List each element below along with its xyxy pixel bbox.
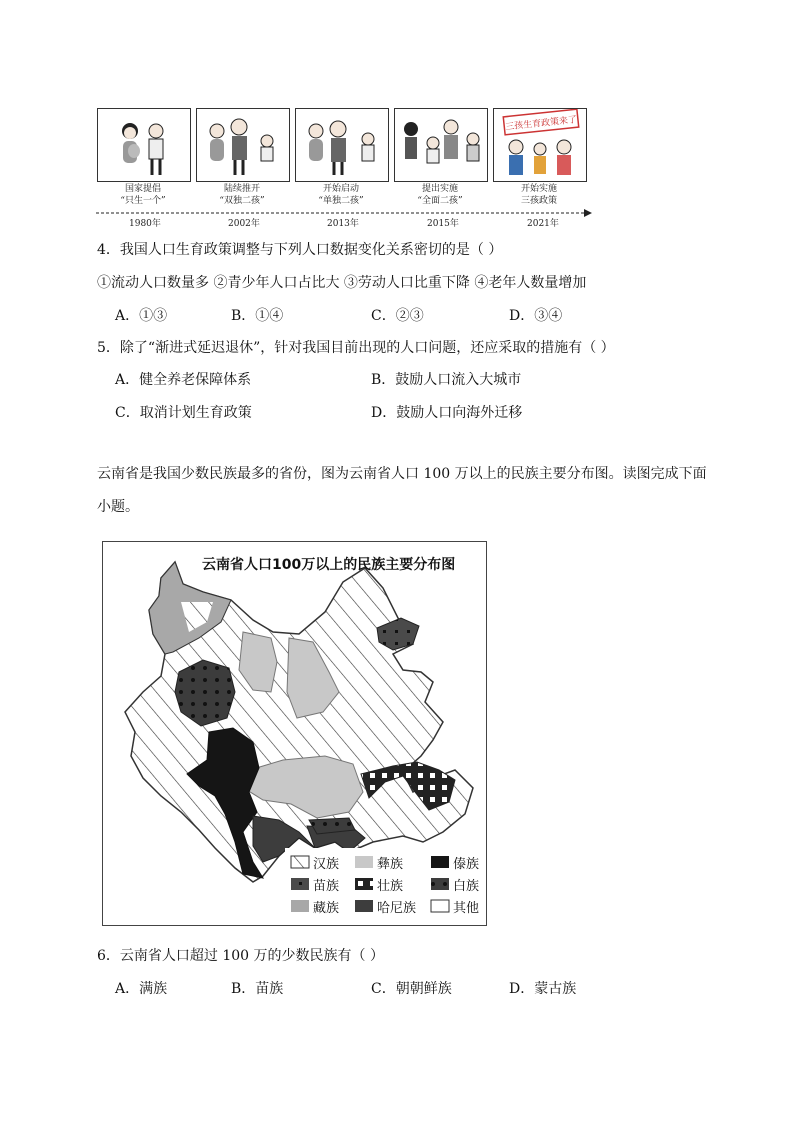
timeline-year: 2021年 xyxy=(527,219,559,229)
map-title: 云南省人口100万以上的民族主要分布图 xyxy=(202,557,456,573)
couple-illustration xyxy=(98,109,190,181)
q6-option-d[interactable]: D．蒙古族 xyxy=(509,981,577,997)
family-illustration xyxy=(395,109,487,181)
timeline-caption: 提出实施 “全面二孩” xyxy=(417,184,463,206)
legend-label-yi: 彝族 xyxy=(377,857,404,872)
timeline-year: 1980年 xyxy=(129,219,161,229)
q6-option-a[interactable]: A．满族 xyxy=(115,981,168,997)
question-4-statements: ①流动人口数量多 ②青少年人口占比大 ③劳动人口比重下降 ④老年人数量增加 xyxy=(97,275,587,291)
timeline-caption: 开始实施 三孩政策 xyxy=(520,184,557,206)
question-4-stem: 4．我国人口生育政策调整与下列人口数据变化关系密切的是（ ） xyxy=(97,242,503,258)
q5-option-d[interactable]: D．鼓励人口向海外迁移 xyxy=(371,405,523,421)
legend-swatch-bai xyxy=(431,878,449,890)
timeline-year: 2015年 xyxy=(427,219,459,229)
map-graphic xyxy=(103,542,486,925)
q4-option-d[interactable]: D．③④ xyxy=(509,308,563,324)
legend-label-han: 汉族 xyxy=(313,857,340,872)
q4-option-c[interactable]: C．②③ xyxy=(371,308,424,324)
q6-option-c[interactable]: C．朝朝鲜族 xyxy=(371,981,452,997)
legend-swatch-zang xyxy=(291,900,309,912)
q6-option-b[interactable]: B．苗族 xyxy=(231,981,284,997)
comic-panel-2002 xyxy=(196,108,290,182)
legend-swatch-hani xyxy=(355,900,373,912)
comic-panel-2013 xyxy=(295,108,389,182)
q5-option-c[interactable]: C．取消计划生育政策 xyxy=(115,405,252,421)
question-5-stem: 5．除了“渐进式延迟退休”，针对我国目前出现的人口问题，还应采取的措施有（ ） xyxy=(97,340,615,356)
q5-option-a[interactable]: A．健全养老保障体系 xyxy=(115,372,252,388)
family-illustration xyxy=(296,109,388,181)
question-6-stem: 6．云南省人口超过 100 万的少数民族有（ ） xyxy=(97,948,384,964)
intro-line-2: 小题。 xyxy=(97,499,139,515)
q4-option-b[interactable]: B．①④ xyxy=(231,308,284,324)
yunnan-ethnic-map xyxy=(102,541,487,926)
legend-label-zhuang: 壮族 xyxy=(377,879,404,894)
legend-label-zang: 藏族 xyxy=(313,901,340,916)
comic-panel-2021 xyxy=(493,108,587,182)
legend-swatch-zhuang xyxy=(355,878,373,890)
intro-line-1: 云南省是我国少数民族最多的省份，图为云南省人口 100 万以上的民族主要分布图。读图完成下面 xyxy=(97,466,707,482)
q5-option-b[interactable]: B．鼓励人口流入大城市 xyxy=(371,372,522,388)
comic-panel-2015 xyxy=(394,108,488,182)
legend-label-hani: 哈尼族 xyxy=(377,901,417,916)
legend-swatch-dai xyxy=(431,856,449,868)
legend-swatch-miao xyxy=(291,878,309,890)
policy-banner: 三孩生育政策来了 xyxy=(504,115,578,133)
legend-label-other: 其他 xyxy=(453,901,480,916)
timeline-year: 2013年 xyxy=(327,219,359,229)
legend-label-miao: 苗族 xyxy=(313,879,340,894)
timeline-year: 2002年 xyxy=(228,219,260,229)
family-banner-illustration xyxy=(494,109,586,181)
legend-label-dai: 傣族 xyxy=(453,857,480,872)
timeline-caption: 国家提倡 “只生一个” xyxy=(120,184,166,206)
comic-panel-1980 xyxy=(97,108,191,182)
q4-option-a[interactable]: A．①③ xyxy=(115,308,168,324)
legend-swatch-yi xyxy=(355,856,373,868)
legend-swatch-han xyxy=(291,856,309,868)
legend-label-bai: 白族 xyxy=(453,879,480,894)
timeline-caption: 开始启动 “单独二孩” xyxy=(318,184,364,206)
timeline-caption: 陆续推开 “双独二孩” xyxy=(219,184,265,206)
family-illustration xyxy=(197,109,289,181)
legend-swatch-other xyxy=(431,900,449,912)
